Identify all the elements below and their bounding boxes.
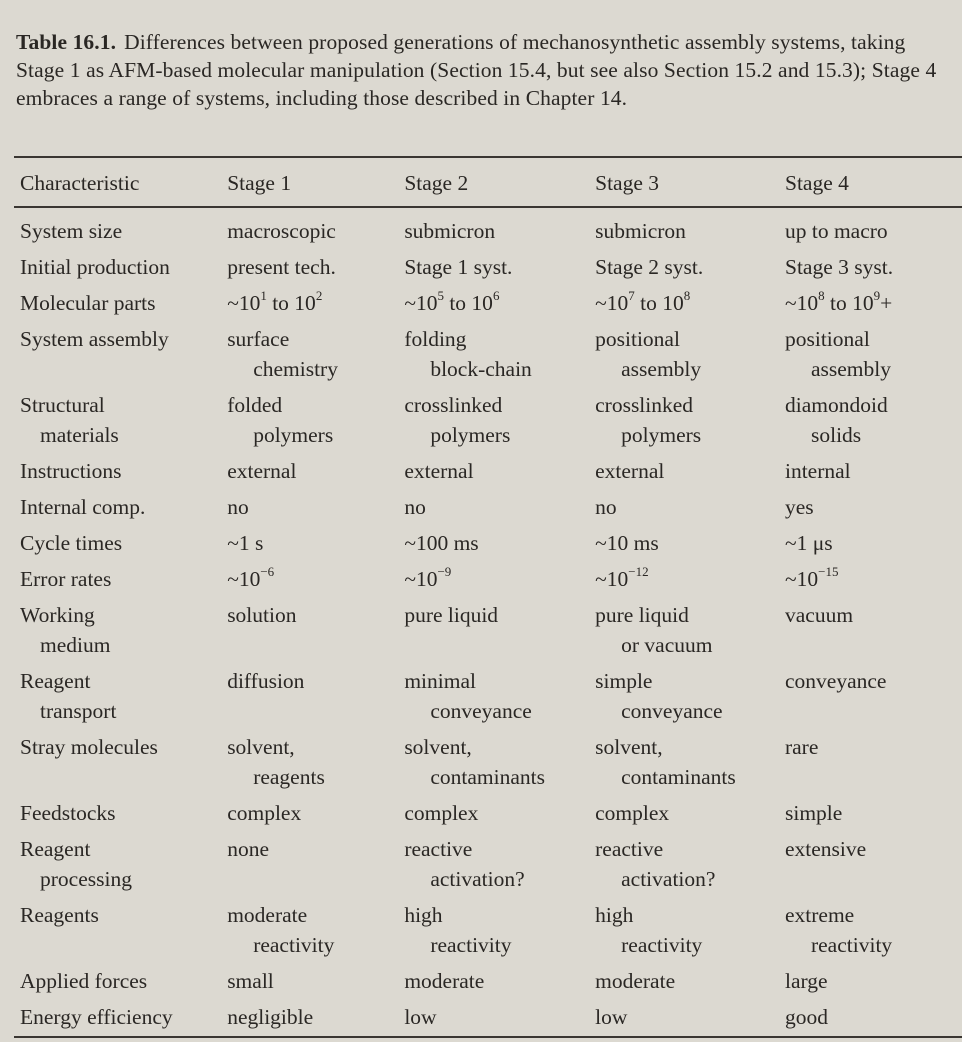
- table-row: [20, 834, 962, 900]
- header-row: [20, 160, 962, 206]
- cell-stage-3: [595, 1002, 785, 1038]
- cell-line: ~1 s: [227, 531, 264, 555]
- cell-line: Internal comp.: [20, 495, 146, 519]
- cell-line: no: [227, 495, 249, 519]
- cell-line: System size: [20, 219, 123, 243]
- cell-line: complex: [595, 801, 670, 825]
- cell-stage-4: [785, 834, 962, 900]
- row-characteristic: [20, 732, 227, 798]
- cell-line: extreme: [784, 903, 855, 927]
- cell-line: folded: [227, 393, 283, 417]
- cell-stage-4: [785, 252, 962, 288]
- cell-line: Stage 3 syst.: [784, 255, 894, 279]
- cell-stage-3: [595, 206, 785, 252]
- cell-line: complex: [227, 801, 302, 825]
- row-characteristic: [20, 1002, 227, 1038]
- cell-continuation-line: reactivity: [430, 933, 512, 957]
- cell-line: present tech.: [227, 255, 336, 279]
- cell-line: Stray molecules: [20, 735, 158, 759]
- cell-line: Feedstocks: [20, 801, 116, 825]
- cell-line: external: [595, 459, 665, 483]
- cell-stage-3: [595, 564, 785, 600]
- cell-line: moderate: [595, 969, 676, 993]
- cell-stage-3: [595, 900, 785, 966]
- cell-line: extensive: [784, 837, 867, 861]
- cell-line: ~1 μs: [784, 531, 833, 555]
- cell-continuation-line: polymers: [621, 423, 702, 447]
- cell-continuation-line: reactivity: [621, 933, 703, 957]
- cell-stage-4: [785, 206, 962, 252]
- cell-line: Energy efficiency: [20, 1005, 173, 1029]
- cell-continuation-line: conveyance: [621, 699, 723, 723]
- cell-line: Stage 2 syst.: [595, 255, 704, 279]
- cell-line: macroscopic: [227, 219, 336, 243]
- cell-line: Working: [20, 603, 95, 627]
- cell-continuation-line: chemistry: [253, 357, 338, 381]
- cell-stage-1: [227, 966, 404, 1002]
- table-row: [20, 252, 962, 288]
- cell-line: external: [404, 459, 474, 483]
- cell-stage-2: [404, 798, 595, 834]
- cell-stage-4: [785, 1002, 962, 1038]
- cell-continuation-line: or vacuum: [621, 633, 713, 657]
- table-body: [20, 206, 962, 1038]
- cell-continuation-line: solids: [810, 423, 862, 447]
- cell-stage-3: [595, 390, 785, 456]
- cell-line: $\sim 10^{-6}$: [227, 563, 275, 591]
- top-rule: [14, 156, 962, 158]
- cell-stage-1: [227, 900, 404, 966]
- cell-continuation-line: conveyance: [430, 699, 532, 723]
- cell-stage-1: [227, 492, 404, 528]
- cell-line: Reagent: [20, 669, 91, 693]
- cell-line: Molecular parts: [20, 291, 156, 315]
- table-row: [20, 1002, 962, 1038]
- cell-continuation-line: processing: [40, 867, 132, 891]
- table-row: [20, 324, 962, 390]
- cell-stage-4: [785, 600, 962, 666]
- cell-line: simple: [784, 801, 843, 825]
- cell-line: diffusion: [227, 669, 305, 693]
- cell-stage-3: [595, 456, 785, 492]
- table-row: [20, 206, 962, 252]
- cell-stage-1: [227, 834, 404, 900]
- cell-line: Stage 1 syst.: [404, 255, 513, 279]
- cell-stage-2: [404, 492, 595, 528]
- cell-stage-3: [595, 492, 785, 528]
- cell-line: reactive: [404, 837, 473, 861]
- table-row: [20, 600, 962, 666]
- cell-line: low: [595, 1005, 628, 1029]
- cell-line: $\sim 10^{-9}$: [404, 563, 452, 591]
- cell-line: low: [404, 1005, 437, 1029]
- cell-line: external: [227, 459, 297, 483]
- row-characteristic: [20, 492, 227, 528]
- cell-continuation-line: transport: [40, 699, 117, 723]
- cell-stage-2: [404, 528, 595, 564]
- cell-stage-3: [595, 732, 785, 798]
- cell-stage-3: [595, 966, 785, 1002]
- cell-line: good: [784, 1005, 828, 1029]
- cell-line: $\sim 10^7$ to $10^8$: [595, 287, 691, 315]
- cell-line: large: [784, 969, 828, 993]
- cell-line: pure liquid: [595, 603, 689, 627]
- cell-line: System assembly: [20, 327, 169, 351]
- cell-line: complex: [404, 801, 479, 825]
- cell-line: high: [404, 903, 443, 927]
- cell-stage-1: [227, 324, 404, 390]
- cell-line: negligible: [227, 1005, 314, 1029]
- cell-stage-2: [404, 252, 595, 288]
- caption-text: Differences between proposed generations of mechanosynthetic assembly systems, taking Stage 1 as AFM-based molecular manipulation (Section 15.4, but see also Section 15.2 and 15.3); Stage 4 embraces a range of systems, including those described in Chapter 14.: [16, 30, 937, 110]
- cell-stage-3: [595, 252, 785, 288]
- bottom-rule: [14, 1036, 962, 1038]
- row-characteristic: [20, 252, 227, 288]
- cell-stage-1: [227, 288, 404, 324]
- cell-line: none: [227, 837, 269, 861]
- cell-line: crosslinked: [595, 393, 694, 417]
- cell-stage-2: [404, 666, 595, 732]
- cell-line: no: [404, 495, 426, 519]
- cell-line: crosslinked: [404, 393, 503, 417]
- cell-line: folding: [404, 327, 467, 351]
- cell-stage-2: [404, 900, 595, 966]
- cell-line: small: [227, 969, 274, 993]
- cell-line: Reagents: [20, 903, 99, 927]
- cell-line: surface: [227, 327, 290, 351]
- cell-line: submicron: [595, 219, 686, 243]
- cell-line: submicron: [404, 219, 496, 243]
- cell-line: reactive: [595, 837, 664, 861]
- cell-line: solvent,: [595, 735, 663, 759]
- table-row: [20, 390, 962, 456]
- table-row: [20, 492, 962, 528]
- row-characteristic: [20, 528, 227, 564]
- cell-line: internal: [784, 459, 851, 483]
- cell-stage-4: [785, 966, 962, 1002]
- row-characteristic: [20, 206, 227, 252]
- cell-stage-4: [785, 492, 962, 528]
- cell-continuation-line: activation?: [430, 867, 525, 891]
- cell-line: moderate: [227, 903, 308, 927]
- row-characteristic: [20, 288, 227, 324]
- cell-line: moderate: [404, 969, 485, 993]
- cell-line: Structural: [20, 393, 105, 417]
- row-characteristic: [20, 900, 227, 966]
- cell-line: Initial production: [20, 255, 170, 279]
- cell-line: ~10 ms: [595, 531, 659, 555]
- cell-line: positional: [784, 327, 870, 351]
- cell-line: ~100 ms: [404, 531, 479, 555]
- cell-stage-1: [227, 528, 404, 564]
- cell-line: $\sim 10^{-15}$: [784, 563, 839, 591]
- cell-continuation-line: medium: [40, 633, 111, 657]
- cell-stage-2: [404, 732, 595, 798]
- table-row: [20, 528, 962, 564]
- cell-stage-3: [595, 324, 785, 390]
- cell-continuation-line: materials: [40, 423, 119, 447]
- cell-stage-3: [595, 528, 785, 564]
- cell-stage-4: [785, 324, 962, 390]
- cell-continuation-line: activation?: [621, 867, 716, 891]
- cell-stage-1: [227, 390, 404, 456]
- row-characteristic: [20, 456, 227, 492]
- cell-stage-3: [595, 600, 785, 666]
- cell-stage-2: [404, 1002, 595, 1038]
- cell-stage-4: [785, 900, 962, 966]
- table-row: [20, 966, 962, 1002]
- table-row: [20, 900, 962, 966]
- cell-stage-4: [785, 564, 962, 600]
- cell-stage-1: [227, 732, 404, 798]
- cell-stage-2: [404, 966, 595, 1002]
- cell-stage-1: [227, 456, 404, 492]
- header-stage-4: Stage 4: [784, 171, 849, 195]
- cell-stage-3: [595, 288, 785, 324]
- cell-line: Applied forces: [20, 969, 148, 993]
- cell-line: diamondoid: [784, 393, 888, 417]
- cell-line: pure liquid: [404, 603, 499, 627]
- cell-continuation-line: reactivity: [253, 933, 335, 957]
- table-row: [20, 456, 962, 492]
- table-row: [20, 732, 962, 798]
- cell-stage-1: [227, 666, 404, 732]
- cell-line: Instructions: [20, 459, 122, 483]
- cell-stage-2: [404, 564, 595, 600]
- cell-line: solvent,: [227, 735, 295, 759]
- cell-line: high: [595, 903, 634, 927]
- cell-stage-3: [595, 666, 785, 732]
- cell-stage-4: [785, 732, 962, 798]
- cell-line: up to macro: [784, 219, 888, 243]
- cell-stage-2: [404, 324, 595, 390]
- cell-line: $\sim 10^1$ to $10^2$: [227, 287, 323, 315]
- cell-continuation-line: polymers: [253, 423, 334, 447]
- caption-label: Table 16.1.: [16, 30, 117, 54]
- cell-line: Reagent: [20, 837, 91, 861]
- cell-stage-4: [785, 390, 962, 456]
- cell-stage-2: [404, 600, 595, 666]
- cell-line: vacuum: [784, 603, 854, 627]
- table-row: [20, 798, 962, 834]
- cell-stage-1: [227, 798, 404, 834]
- row-characteristic: [20, 600, 227, 666]
- cell-line: rare: [784, 735, 819, 759]
- cell-line: conveyance: [784, 669, 887, 693]
- cell-stage-1: [227, 252, 404, 288]
- cell-line: solution: [227, 603, 297, 627]
- cell-continuation-line: reagents: [253, 765, 325, 789]
- cell-continuation-line: block-chain: [430, 357, 532, 381]
- cell-stage-2: [404, 456, 595, 492]
- cell-stage-4: [785, 666, 962, 732]
- cell-line: $\sim 10^8$ to $10^9+$: [784, 287, 893, 315]
- row-characteristic: [20, 564, 227, 600]
- comparison-table: [20, 160, 962, 1038]
- cell-line: minimal: [404, 669, 476, 693]
- row-characteristic: [20, 324, 227, 390]
- cell-continuation-line: polymers: [430, 423, 511, 447]
- cell-stage-4: [785, 798, 962, 834]
- cell-stage-2: [404, 834, 595, 900]
- cell-line: $\sim 10^{-12}$: [595, 563, 649, 591]
- row-characteristic: [20, 390, 227, 456]
- row-characteristic: [20, 666, 227, 732]
- cell-line: solvent,: [404, 735, 472, 759]
- cell-stage-2: [404, 390, 595, 456]
- cell-stage-4: [785, 528, 962, 564]
- cell-line: Error rates: [20, 567, 112, 591]
- cell-stage-3: [595, 798, 785, 834]
- cell-line: yes: [784, 495, 814, 519]
- cell-line: simple: [595, 669, 653, 693]
- row-characteristic: [20, 966, 227, 1002]
- cell-stage-1: [227, 1002, 404, 1038]
- header-stage-3: Stage 3: [595, 171, 660, 195]
- cell-continuation-line: reactivity: [810, 933, 893, 957]
- cell-stage-2: [404, 288, 595, 324]
- table-row: [20, 666, 962, 732]
- cell-continuation-line: assembly: [621, 357, 702, 381]
- table-caption: [16, 28, 956, 112]
- row-characteristic: [20, 834, 227, 900]
- cell-line: no: [595, 495, 617, 519]
- cell-line: Cycle times: [20, 531, 123, 555]
- cell-stage-1: [227, 600, 404, 666]
- header-characteristic: Characteristic: [20, 171, 140, 195]
- cell-stage-1: [227, 564, 404, 600]
- cell-continuation-line: assembly: [810, 357, 892, 381]
- table-row: [20, 288, 962, 324]
- header-stage-1: Stage 1: [227, 171, 292, 195]
- cell-stage-4: [785, 288, 962, 324]
- cell-continuation-line: contaminants: [621, 765, 736, 789]
- row-characteristic: [20, 798, 227, 834]
- header-stage-2: Stage 2: [404, 171, 469, 195]
- table-row: [20, 564, 962, 600]
- cell-stage-3: [595, 834, 785, 900]
- cell-line: positional: [595, 327, 680, 351]
- cell-stage-1: [227, 206, 404, 252]
- cell-stage-2: [404, 206, 595, 252]
- cell-continuation-line: contaminants: [430, 765, 545, 789]
- cell-line: $\sim 10^5$ to $10^6$: [404, 287, 500, 315]
- cell-stage-4: [785, 456, 962, 492]
